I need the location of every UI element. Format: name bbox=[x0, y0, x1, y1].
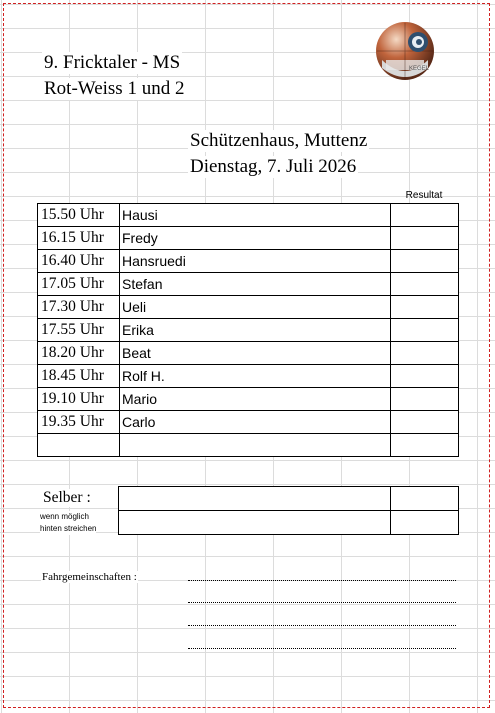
row-name[interactable]: Beat bbox=[120, 342, 391, 365]
row-name[interactable]: Hansruedi bbox=[120, 250, 391, 273]
fahrgemeinschaften-label: Fahrgemeinschaften : bbox=[42, 571, 137, 583]
selber-name-cell[interactable] bbox=[119, 511, 391, 535]
row-name[interactable]: Stefan bbox=[120, 273, 391, 296]
row-result[interactable] bbox=[391, 319, 459, 342]
row-name[interactable]: Mario bbox=[120, 388, 391, 411]
row-result[interactable] bbox=[391, 273, 459, 296]
row-time[interactable]: 16.40 Uhr bbox=[38, 250, 120, 273]
carpool-dotted-line[interactable] bbox=[188, 580, 456, 581]
selber-table bbox=[118, 486, 459, 535]
row-result[interactable] bbox=[391, 250, 459, 273]
schedule-row bbox=[38, 273, 459, 296]
row-time[interactable]: 17.30 Uhr bbox=[38, 296, 120, 319]
schedule-table bbox=[37, 203, 459, 457]
bowling-ball-logo-icon bbox=[374, 20, 436, 82]
schedule-row bbox=[38, 434, 459, 457]
row-result[interactable] bbox=[391, 434, 459, 457]
location-text: Schützenhaus, Muttenz bbox=[190, 130, 368, 151]
event-subtitle: Rot-Weiss 1 und 2 bbox=[44, 78, 185, 99]
row-result[interactable] bbox=[391, 411, 459, 434]
row-name[interactable]: Ueli bbox=[120, 296, 391, 319]
row-time[interactable]: 19.35 Uhr bbox=[38, 411, 120, 434]
carpool-dotted-line[interactable] bbox=[188, 602, 456, 603]
row-result[interactable] bbox=[391, 204, 459, 227]
row-time[interactable]: 17.55 Uhr bbox=[38, 319, 120, 342]
selber-name-cell[interactable] bbox=[119, 487, 391, 511]
schedule-row bbox=[38, 365, 459, 388]
row-name[interactable]: Rolf H. bbox=[120, 365, 391, 388]
selber-note-line1: wenn möglich bbox=[40, 512, 89, 521]
logo-text: KEGEL bbox=[409, 66, 430, 72]
row-time[interactable]: 16.15 Uhr bbox=[38, 227, 120, 250]
row-name[interactable]: Carlo bbox=[120, 411, 391, 434]
schedule-row bbox=[38, 296, 459, 319]
schedule-row bbox=[38, 227, 459, 250]
row-time[interactable]: 17.05 Uhr bbox=[38, 273, 120, 296]
row-time[interactable] bbox=[38, 434, 120, 457]
selber-result-cell[interactable] bbox=[391, 487, 459, 511]
schedule-row bbox=[38, 411, 459, 434]
row-time[interactable]: 18.20 Uhr bbox=[38, 342, 120, 365]
result-column-header: Resultat bbox=[405, 190, 443, 201]
schedule-row bbox=[38, 319, 459, 342]
row-time[interactable]: 19.10 Uhr bbox=[38, 388, 120, 411]
row-result[interactable] bbox=[391, 388, 459, 411]
row-name[interactable] bbox=[120, 434, 391, 457]
selber-row bbox=[119, 511, 459, 535]
row-result[interactable] bbox=[391, 296, 459, 319]
selber-note bbox=[40, 511, 96, 535]
row-result[interactable] bbox=[391, 342, 459, 365]
selber-result-cell[interactable] bbox=[391, 511, 459, 535]
schedule-row bbox=[38, 250, 459, 273]
date-text: Dienstag, 7. Juli 2026 bbox=[190, 156, 357, 177]
row-time[interactable]: 18.45 Uhr bbox=[38, 365, 120, 388]
row-result[interactable] bbox=[391, 365, 459, 388]
row-name[interactable]: Erika bbox=[120, 319, 391, 342]
selber-row bbox=[119, 487, 459, 511]
schedule-row bbox=[38, 388, 459, 411]
schedule-row bbox=[38, 204, 459, 227]
carpool-dotted-line[interactable] bbox=[188, 648, 456, 649]
row-name[interactable]: Hausi bbox=[120, 204, 391, 227]
event-title: 9. Fricktaler - MS bbox=[44, 52, 181, 73]
row-result[interactable] bbox=[391, 227, 459, 250]
selber-note-line2: hinten streichen bbox=[40, 524, 97, 533]
schedule-row bbox=[38, 342, 459, 365]
carpool-dotted-line[interactable] bbox=[188, 625, 456, 626]
selber-label: Selber : bbox=[43, 489, 91, 506]
row-time[interactable]: 15.50 Uhr bbox=[38, 204, 120, 227]
row-name[interactable]: Fredy bbox=[120, 227, 391, 250]
